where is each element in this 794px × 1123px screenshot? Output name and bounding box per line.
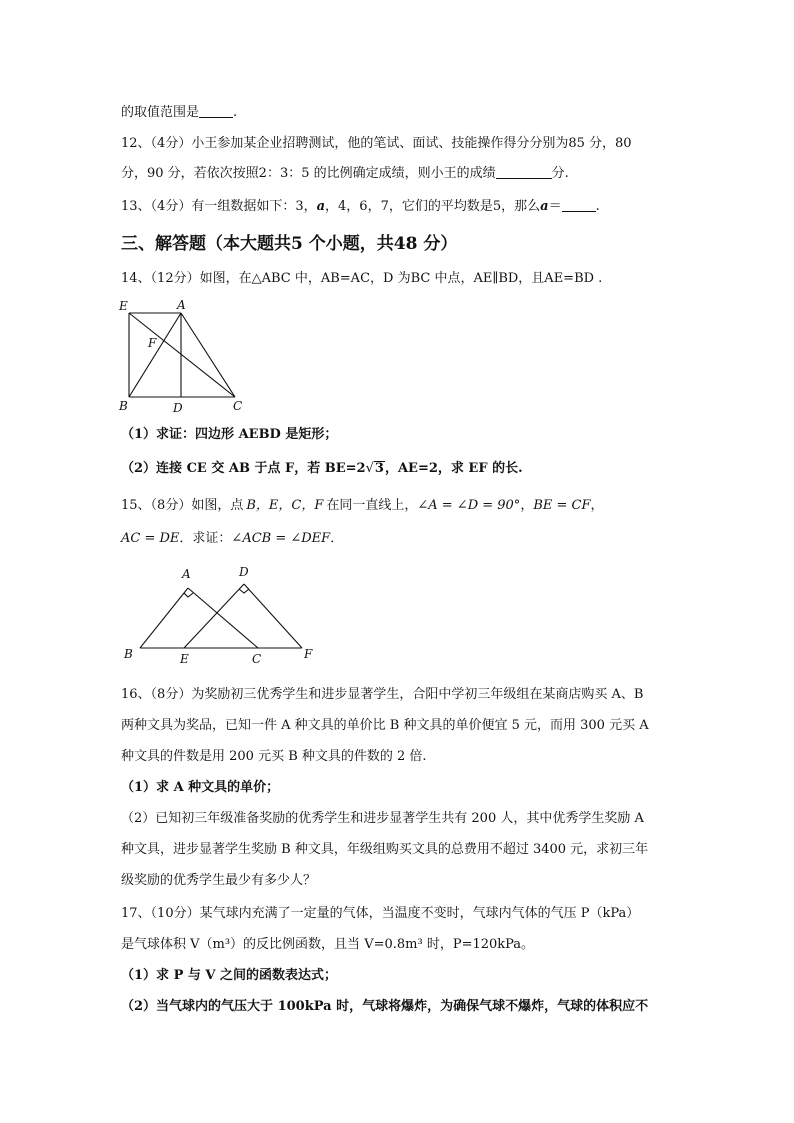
- q16-line-2: 两种文具为奖品，已知一件 A 种文具的单价比 B 种文具的单价便宜 5 元，而用 300 元买 A: [121, 718, 649, 733]
- q16-line-1: 16、（8分）为奖励初三优秀学生和进步显著学生，合阳中学初三年级组在某商店购买 A、B: [121, 687, 644, 702]
- q12-line-2: 分，90 分，若依次按照2：3：5 的比例确定成绩，则小王的成绩 分.: [121, 166, 569, 181]
- q16-sub2-line-2: 种文具，进步显著学生奖励 B 种文具，年级组购买文具的总费用不超过 3400 元，求初三年: [121, 842, 649, 857]
- q15-line-1: 15、（8分）如图，点 B，E，C，F 在同一直线上，∠A = ∠D = 90°，BE = CF，: [121, 498, 604, 513]
- segment-ec: [129, 313, 235, 397]
- q11-tail: 的取值范围是 .: [121, 105, 238, 120]
- section-title: 三、解答题（本大题共5 个小题，共48 分）: [121, 234, 458, 254]
- label-b: B: [119, 399, 128, 413]
- q16-sub2-line-3: 级奖励的优秀学生最少有多少人？: [121, 873, 317, 888]
- q16-sub2-line-1: （2）已知初三年级准备奖励的优秀学生和进步显著学生共有 200 人，其中优秀学生奖励 A: [121, 811, 644, 826]
- answer-blank: [199, 104, 233, 118]
- segment-ba: [140, 588, 188, 648]
- label-e: E: [119, 299, 128, 313]
- label-b: B: [124, 647, 133, 661]
- q16-line-3: 种文具的件数是用 200 元买 B 种文具的件数的 2 倍.: [121, 749, 427, 764]
- label-a: A: [182, 567, 191, 581]
- label-d: D: [239, 565, 249, 579]
- label-a: A: [177, 298, 186, 312]
- label-f: F: [304, 647, 313, 661]
- segment-ab: [129, 313, 181, 397]
- q17-line-2: 是气球体积 V（m³）的反比例函数，且当 V=0.8m³ 时，P=120kPa。: [121, 937, 535, 952]
- segment-df: [244, 584, 302, 648]
- right-angle-a: [184, 593, 193, 597]
- label-f: F: [148, 336, 157, 350]
- q17-line-1: 17、（10分）某气球内充满了一定量的气体，当温度不变时，气球内气体的气压 P（kPa）: [121, 906, 640, 921]
- q12-line-1: 12、（4分）小王参加某企业招聘测试，他的笔试、面试、技能操作得分分别为85 分，80: [121, 136, 632, 151]
- label-d: D: [173, 401, 183, 415]
- answer-blank: [562, 198, 596, 212]
- q14-stem: 14、（12分）如图，在△ABC 中，AB=AC，D 为BC 中点，AE∥BD，且AE=BD .: [121, 271, 603, 286]
- q15-figure: [118, 562, 324, 668]
- q15-line-2: AC = DE．求证：∠ACB = ∠DEF．: [121, 531, 344, 546]
- q14-sub1: （1）求证：四边形 AEBD 是矩形；: [121, 427, 338, 442]
- q17-sub2: （2）当气球内的气压大于 100kPa 时，气球将爆炸，为确保气球不爆炸，气球的体积应不: [121, 999, 649, 1014]
- q16-sub1: （1）求 A 种文具的单价；: [121, 780, 280, 795]
- right-angle-d: [239, 589, 249, 593]
- q14-figure: [115, 296, 250, 416]
- q17-sub1: （1）求 P 与 V 之间的函数表达式；: [121, 968, 338, 983]
- label-c: C: [252, 652, 262, 666]
- segment-ac: [188, 588, 258, 648]
- q13-line: 13、（4分）有一组数据如下：3，a，4，6，7，它们的平均数是5，那么a＝ .: [121, 199, 600, 214]
- label-c: C: [233, 399, 243, 413]
- q14-sub2: （2）连接 CE 交 AB 于点 F，若 BE=2√3，AE=2，求 EF 的长.: [121, 461, 523, 476]
- segment-ac: [181, 313, 235, 397]
- answer-blank: [496, 165, 552, 179]
- label-e: E: [180, 652, 189, 666]
